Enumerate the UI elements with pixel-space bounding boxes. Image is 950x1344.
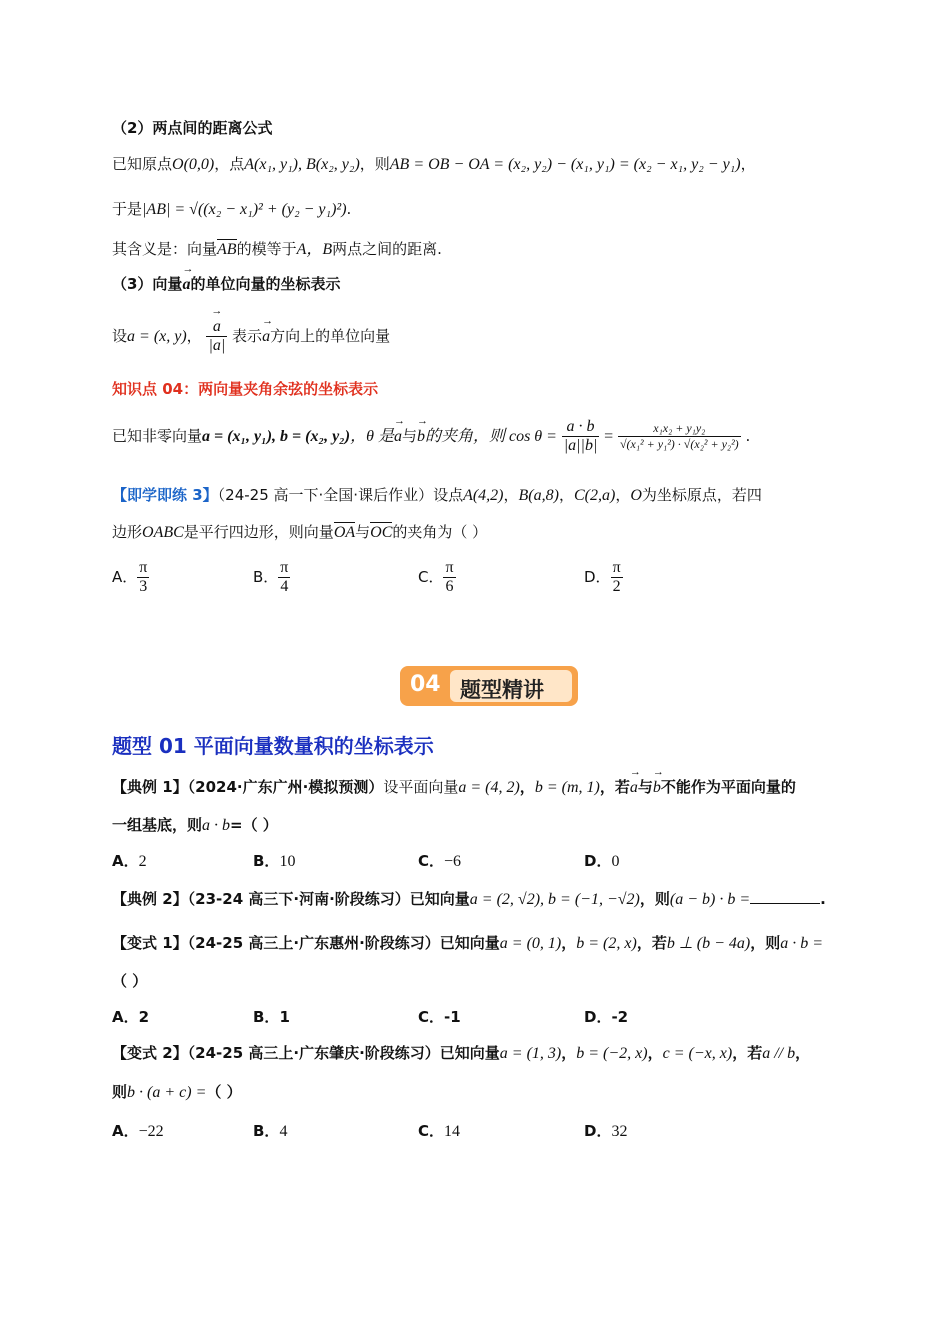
answer-blank[interactable] bbox=[750, 903, 820, 904]
practice-3-line-2: 边形OABC是平行四边形，则向量OA与OC的夹角为（ ） bbox=[112, 523, 488, 541]
distance-vector-formula: AB = OB − OA = (x₂, y₂) − (x₁, y₁) = (x₂ − x₁, y₂ − y₁) bbox=[389, 156, 741, 173]
cosine-fraction-coordinates: $\frac{\text{x₁x₂ + y₁y₂}}{\text{√(x₁² + y₁²) · √(x₂² + y₂²)}}$ bbox=[619, 421, 739, 451]
practice-3-option-b[interactable]: B． $\frac{\pi}{4}$ bbox=[253, 559, 289, 595]
type-01-heading: 题型 01 平面向量数量积的坐标表示 bbox=[112, 734, 434, 758]
example-1-option-b[interactable]: B．10 bbox=[253, 852, 296, 870]
badge-number: 04 bbox=[410, 672, 441, 697]
variant-1-option-a[interactable]: A．2 bbox=[112, 1008, 150, 1026]
cosine-formula-line: 已知非零向量a = (x₁, y₁), b = (x₂, y₂)，θ 是→ a与→ b的夹角，则 cos θ = $\frac{a \cdot b}{|a||b|}$ = $\frac{\text{x₁x₂ + y₁y₂}}{\text{√(x₁² + y₁²) · √(x₂² + y₂²)}}$ . bbox=[112, 418, 750, 455]
variant-1-line-1: 【变式 1】（24-25 高三上·广东惠州·阶段练习）已知向量a = (0, 1)，b = (2, x)，若b ⊥ (b − 4a)，则a · b = bbox=[112, 934, 824, 952]
variant-2-option-c[interactable]: C．14 bbox=[418, 1122, 461, 1140]
example-2-line: 【典例 2】（23-24 高三下·河南·阶段练习）已知向量a = (2, √2), b = (−1, −√2)，则(a − b) · b = . bbox=[112, 890, 826, 908]
section-3-title: （3）向量→ a的单位向量的坐标表示 bbox=[112, 273, 340, 294]
example-1-option-c[interactable]: C．−6 bbox=[418, 852, 462, 870]
variant-2-option-d[interactable]: D．32 bbox=[584, 1122, 628, 1140]
practice-3-option-c[interactable]: C． $\frac{\pi}{6}$ bbox=[418, 559, 454, 595]
example-1-option-a[interactable]: A．2 bbox=[112, 852, 147, 870]
variant-1-line-2: （ ） bbox=[112, 972, 148, 990]
variant-1-option-b[interactable]: B．1 bbox=[253, 1008, 290, 1026]
variant-2-option-b[interactable]: B．4 bbox=[253, 1122, 288, 1140]
distance-line-2: 于是|AB| = √((x₂ − x₁)² + (y₂ − y₁)²). bbox=[112, 200, 352, 218]
distance-line-1: 已知原点O(0,0)，点A(x₁, y₁), B(x₂, y₂)，则AB = OB − OA = (x₂, y₂) − (x₁, y₁) = (x₂ − x₁, y₂ − y₁)， bbox=[112, 155, 756, 173]
badge-text: 题型精讲 bbox=[460, 678, 544, 702]
example-1-line-1: 【典例 1】（2024·广东广州·模拟预测）设平面向量a = (4, 2)，b = (m, 1)，若→ a与→ b不能作为平面向量的 bbox=[112, 776, 796, 797]
distance-line-3: 其含义是：向量AB的模等于A，B两点之间的距离. bbox=[112, 240, 442, 258]
section-04-badge bbox=[398, 660, 580, 708]
unit-vector-line: 设a = (x, y)， → $\frac{a}{|a|}$ 表示→ a方向上的单位向量 bbox=[112, 318, 390, 355]
unit-vector-fraction: → $\frac{a}{|a|}$ bbox=[206, 318, 227, 355]
knowledge-point-04-title: 知识点 04：两向量夹角余弦的坐标表示 bbox=[112, 380, 379, 398]
variant-2-option-a[interactable]: A．−22 bbox=[112, 1122, 164, 1140]
example-1-option-d[interactable]: D．0 bbox=[584, 852, 620, 870]
practice-3-tag: 【即学即练 3】 bbox=[112, 486, 218, 504]
practice-3-line-1: 【即学即练 3】（24-25 高一下·全国·课后作业）设点A(4,2)，B(a,8)，C(2,a)，O为坐标原点，若四 bbox=[112, 486, 762, 504]
variant-1-option-d[interactable]: D．-2 bbox=[584, 1008, 629, 1026]
variant-1-option-c[interactable]: C．-1 bbox=[418, 1008, 461, 1026]
practice-3-option-a[interactable]: A． $\frac{\pi}{3}$ bbox=[112, 559, 148, 595]
example-1-line-2: 一组基底，则a · b=（ ） bbox=[112, 816, 278, 834]
section-2-title: （2）两点间的距离公式 bbox=[112, 119, 273, 137]
variant-2-line-1: 【变式 2】（24-25 高三上·广东肇庆·阶段练习）已知向量a = (1, 3)，b = (−2, x)，c = (−x, x)，若a // b， bbox=[112, 1044, 811, 1062]
practice-3-option-d[interactable]: D． $\frac{\pi}{2}$ bbox=[584, 559, 621, 595]
variant-2-line-2: 则b · (a + c) =（ ） bbox=[112, 1083, 242, 1101]
distance-magnitude-formula: |AB| = √((x₂ − x₁)² + (y₂ − y₁)²) bbox=[142, 201, 347, 218]
cosine-fraction-vector: $\frac{a \cdot b}{|a||b|}$ bbox=[563, 418, 598, 454]
